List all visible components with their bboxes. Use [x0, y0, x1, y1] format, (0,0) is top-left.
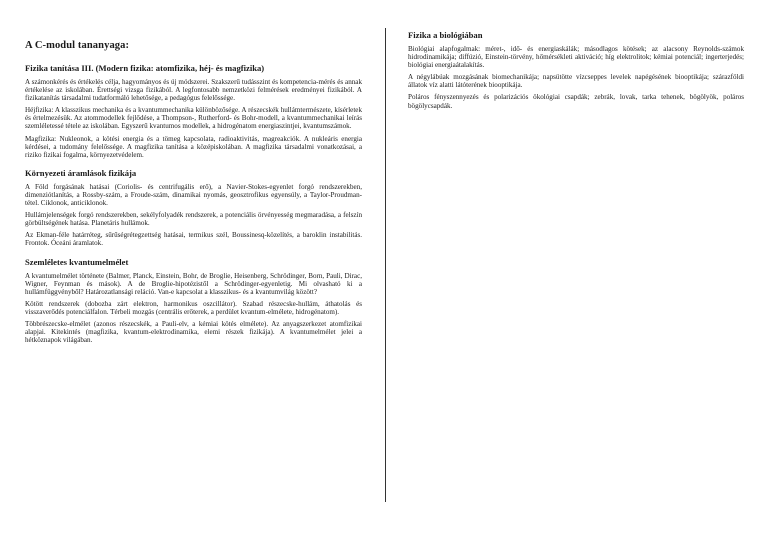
- paragraph: A Föld forgásának hatásai (Coriolis- és centrifugális erő), a Navier-Stokes-egyenlet forgó rendszerekben, dimenziótlanítás, a Rossby-szám, a Froude-szám, dinamikai nyomás, geosztrofikus egyensúly, a Taylor-Proudman-tétel. Ciklonok, anticiklonok.: [25, 182, 362, 208]
- left-column: [25, 40, 362, 353]
- section-quantum-theory: [25, 257, 362, 345]
- right-column: [408, 30, 744, 119]
- paragraph: Kötött rendszerek (dobozba zárt elektron, harmonikus oszcillátor). Szabad részecske-hullám, áthatolás és visszaverődés potenciálfalon. Térbeli mozgás (centrális erőterek, a perdület kvantum-elmélete, hidrogénatom).: [25, 299, 362, 316]
- paragraph: Magfizika: Nukleonok, a kötési energia és a tömeg kapcsolata, radioaktivitás, magreakciók. A nukleáris energia kérdései, a tudomány felelőssége. A magfizika tanítása a középiskolában. A magfizika társadalmi vonatkozásai, a riziko fizikai fogalma, környezetvédelem.: [25, 134, 362, 159]
- paragraph: A négylábúak mozgásának biomechanikája; napsütötte vízcseppes levelek napégésének biooptikája; szárazföldi állatok víz alatti látóterének biooptikája.: [408, 73, 744, 90]
- section-heading: Környezeti áramlások fizikája: [25, 167, 137, 178]
- section-heading: Szemléletes kvantumelmélet: [25, 256, 129, 267]
- paragraph: Többrészecske-elmélet (azonos részecskék, a Pauli-elv, a kémiai kötés elmélete). Az anyagszerkezet atomfizikai alapjai. Kitekintés (magfizika, kvantum-elektrodinamika, elemi részek fizikája). A kvantumelmélet jelei a hétköznapok világában.: [25, 319, 362, 345]
- paragraph: Hullámjelenségek forgó rendszerekben, sekélyfolyadék rendszerek, a potenciális örvényesség megmaradása, a felszín görbültségének hatása. Planetáris hullámok.: [25, 211, 362, 228]
- paragraph: Poláros fényszennyezés és polarizációs ökológiai csapdák; zebrák, lovak, tarka tehenek, bögölyök, poláros bögölycsapdák.: [408, 93, 744, 110]
- paragraph: Az Ekman-féle határréteg, sűrűségrétegzettség hatásai, termikus szél, Boussinesq-közelítés, a baroklin instabilitás. Frontok. Óceáni áramlatok.: [25, 231, 362, 248]
- paragraph: Héjfizika: A klasszikus mechanika és a kvantummechanika különbözősége. A részecskék hullámtermészete, kísérletek és értelmezésük. Az atommodellek fejlődése, a Thompson-, Rutherford- és Bohr-modell, a kvantummechanikai leírás szemléletessé tétele az iskolában. Egyszerű kvantumos modellek, a hidrogénatom energiaszintjei, kvantumszámok.: [25, 106, 362, 131]
- module-title: A C-modul tananyaga:: [25, 40, 130, 51]
- section-environmental-flows: [25, 168, 362, 248]
- column-divider: [385, 28, 386, 502]
- paragraph: A számonkérés és értékelés célja, hagyományos és új módszerei. Szakszerű tudásszint és kompetencia-mérés és annak értékelése az iskolában. Érettségi vizsga fizikából. A legfontosabb nemzetközi felmérések eredményei fizikából. A fizikatanítás társadalmi tudatformáló lehetősége, a pedagógus felelőssége.: [25, 78, 362, 103]
- section-modern-physics: [25, 63, 362, 159]
- paragraph: A kvantumelmélet története (Balmer, Planck, Einstein, Bohr, de Broglie, Heisenberg, Schrödinger, Born, Pauli, Dirac, Wigner, Feynman és mások). A de Broglie-hipotézistől a Schrödinger-egyenletig. Mi olvasható ki a hullámfüggvényből? Határozatlansági reláció. Van-e kapcsolat a klasszikus- és a kvantumvilág között?: [25, 271, 362, 296]
- section-heading: Fizika a biológiában: [408, 30, 483, 40]
- paragraph: Biológiai alapfogalmak: méret-, idő- és energiaskálák; másodlagos kötések; az alacsony Reynolds-számok hidrodinamikája; diffúzió, Einstein-törvény, hőmérsékleti aktiváció; híg elektrolitok; kémiai potenciál; ingerterjedés; biológiai energiaátalakítás.: [408, 45, 744, 70]
- section-heading: Fizika tanítása III. (Modern fizika: atomfizika, héj- és magfizika): [25, 63, 265, 73]
- section-biophysics: [408, 30, 744, 110]
